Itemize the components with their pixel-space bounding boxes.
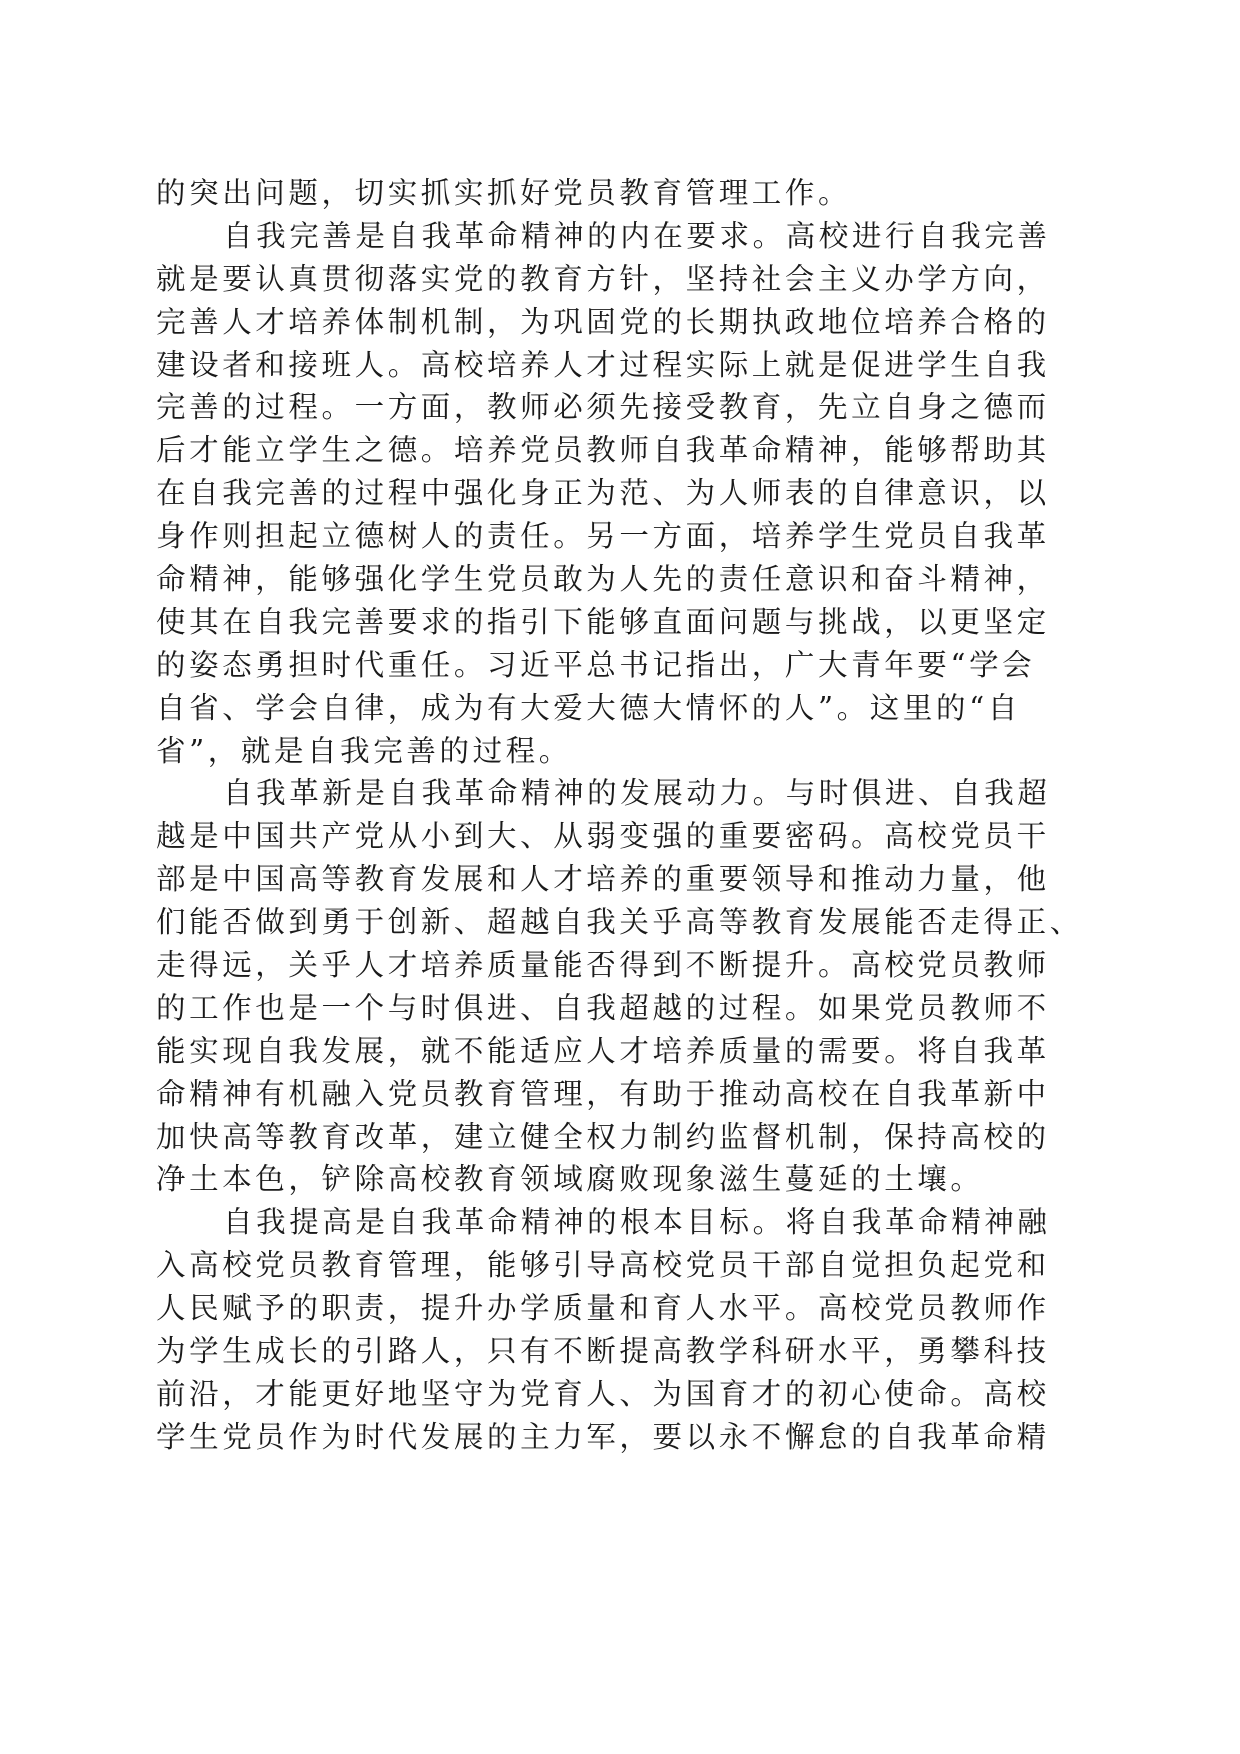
text-line: 的姿态勇担时代重任。习近平总书记指出，广大青年要“学会	[156, 647, 1036, 682]
paragraph-first-line: 自我提高是自我革命精神的根本目标。将自我革命精神融	[223, 1205, 1051, 1240]
text-line: 命精神有机融入党员教育管理，有助于推动高校在自我革新中	[156, 1076, 1050, 1111]
text-line: 使其在自我完善要求的指引下能够直面问题与挑战，以更坚定	[156, 604, 1050, 639]
text-line: 为学生成长的引路人，只有不断提高教学科研水平，勇攀科技	[156, 1334, 1050, 1369]
text-line: 就是要认真贯彻落实党的教育方针，坚持社会主义办学方向，	[156, 261, 1050, 296]
text-line: 的突出问题，切实抓实抓好党员教育管理工作。	[156, 176, 852, 210]
text-line: 入高校党员教育管理，能够引导高校党员干部自觉担负起党和	[156, 1248, 1050, 1283]
text-line: 完善的过程。一方面，教师必须先接受教育，先立自身之德而	[156, 390, 1050, 425]
text-line: 净土本色，铲除高校教育领域腐败现象滋生蔓延的土壤。	[156, 1162, 984, 1197]
text-line: 人民赋予的职责，提升办学质量和育人水平。高校党员教师作	[156, 1291, 1050, 1326]
text-line: 前沿，才能更好地坚守为党育人、为国育才的初心使命。高校	[156, 1376, 1050, 1411]
text-line: 身作则担起立德树人的责任。另一方面，培养学生党员自我革	[156, 519, 1050, 554]
text-line: 建设者和接班人。高校培养人才过程实际上就是促进学生自我	[156, 347, 1050, 382]
text-line: 完善人才培养体制机制，为巩固党的长期执政地位培养合格的	[156, 304, 1050, 339]
text-line: 学生党员作为时代发展的主力军，要以永不懈怠的自我革命精	[156, 1419, 1050, 1454]
text-line: 在自我完善的过程中强化身正为范、为人师表的自律意识，以	[156, 476, 1050, 511]
text-line: 的工作也是一个与时俱进、自我超越的过程。如果党员教师不	[156, 990, 1050, 1025]
text-line: 省”，就是自我完善的过程。	[156, 733, 572, 768]
text-line: 们能否做到勇于创新、超越自我关乎高等教育发展能否走得正、	[156, 905, 1083, 940]
text-line: 能实现自我发展，就不能适应人才培养质量的需要。将自我革	[156, 1033, 1050, 1068]
text-line: 走得远，关乎人才培养质量能否得到不断提升。高校党员教师	[156, 948, 1050, 983]
text-line: 加快高等教育改革，建立健全权力制约监督机制，保持高校的	[156, 1119, 1050, 1154]
text-line: 命精神，能够强化学生党员敢为人先的责任意识和奋斗精神，	[156, 562, 1050, 597]
paragraph-first-line: 自我完善是自我革命精神的内在要求。高校进行自我完善	[223, 218, 1051, 253]
text-line: 后才能立学生之德。培养党员教师自我革命精神，能够帮助其	[156, 433, 1050, 468]
text-line: 部是中国高等教育发展和人才培养的重要领导和推动力量，他	[156, 862, 1050, 897]
body-text	[156, 172, 1096, 1459]
text-line: 自省、学会自律，成为有大爱大德大情怀的人”。这里的“自	[156, 690, 1021, 725]
paragraph-first-line: 自我革新是自我革命精神的发展动力。与时俱进、自我超	[223, 776, 1051, 811]
text-line: 越是中国共产党从小到大、从弱变强的重要密码。高校党员干	[156, 819, 1050, 854]
